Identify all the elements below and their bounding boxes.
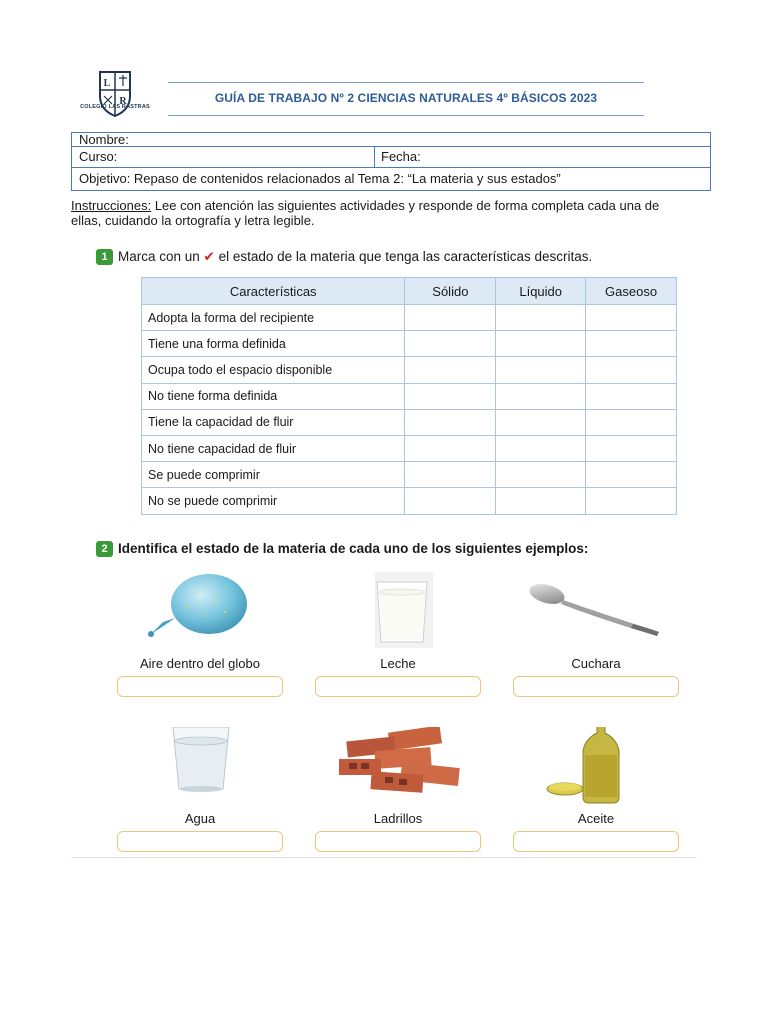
objetivo-row <box>72 168 710 191</box>
characteristic-cell: Tiene la capacidad de fluir <box>142 409 405 435</box>
balloon-icon <box>117 572 283 652</box>
gaseoso-check-cell[interactable] <box>586 435 677 461</box>
title-rule-top <box>168 82 644 83</box>
gaseoso-check-cell[interactable] <box>586 357 677 383</box>
table-row <box>142 488 677 514</box>
gaseoso-check-cell[interactable] <box>586 488 677 514</box>
example-water <box>117 727 283 852</box>
example-balloon <box>117 572 283 697</box>
liquido-check-cell[interactable] <box>496 462 586 488</box>
nombre-row[interactable] <box>72 133 710 147</box>
table-row <box>142 331 677 357</box>
example-bricks <box>315 727 481 852</box>
example-spoon <box>513 572 679 697</box>
objetivo-text: Objetivo: Repaso de contenidos relacionados al Tema 2: “La materia y sus estados” <box>79 171 561 186</box>
solido-check-cell[interactable] <box>405 488 496 514</box>
table-row <box>142 462 677 488</box>
solido-check-cell[interactable] <box>405 383 496 409</box>
shield-icon <box>78 66 152 124</box>
document-title: GUÍA DE TRABAJO Nº 2 CIENCIAS NATURALES 4º BÁSICOS 2023 <box>214 91 598 105</box>
characteristic-cell: Se puede comprimir <box>142 462 405 488</box>
example-label: Leche <box>380 656 416 671</box>
solido-check-cell[interactable] <box>405 357 496 383</box>
answer-field-spoon[interactable] <box>513 676 679 697</box>
student-info-box <box>71 132 711 191</box>
question-2-number: 2 <box>96 541 113 557</box>
header-caracteristicas: Características <box>142 278 405 305</box>
water-glass-icon <box>117 727 283 807</box>
solido-check-cell[interactable] <box>405 305 496 331</box>
characteristic-cell: Ocupa todo el espacio disponible <box>142 357 405 383</box>
spoon-icon <box>513 572 679 652</box>
answer-field-bricks[interactable] <box>315 831 481 852</box>
example-milk <box>315 572 481 697</box>
header-solido: Sólido <box>405 278 496 305</box>
school-logo <box>78 66 152 124</box>
characteristic-cell: Tiene una forma definida <box>142 331 405 357</box>
table-row <box>142 357 677 383</box>
curso-label: Curso: <box>79 149 118 164</box>
answer-field-oil[interactable] <box>513 831 679 852</box>
fecha-label: Fecha: <box>381 149 421 164</box>
liquido-check-cell[interactable] <box>496 331 586 357</box>
answer-field-water[interactable] <box>117 831 283 852</box>
gaseoso-check-cell[interactable] <box>586 462 677 488</box>
liquido-check-cell[interactable] <box>496 488 586 514</box>
curso-fecha-row[interactable] <box>72 147 710 168</box>
example-label: Cuchara <box>571 656 621 671</box>
instructions-label: Instrucciones: <box>71 198 152 213</box>
question-1 <box>96 249 592 265</box>
solido-check-cell[interactable] <box>405 462 496 488</box>
solido-check-cell[interactable] <box>405 331 496 357</box>
example-oil <box>513 727 679 852</box>
table-row <box>142 435 677 461</box>
check-mark-icon: ✔ <box>203 249 215 264</box>
answer-field-milk[interactable] <box>315 676 481 697</box>
example-label: Aceite <box>577 811 615 826</box>
liquido-check-cell[interactable] <box>496 305 586 331</box>
table-row <box>142 409 677 435</box>
gaseoso-check-cell[interactable] <box>586 383 677 409</box>
bricks-icon <box>315 727 481 807</box>
gaseoso-check-cell[interactable] <box>586 409 677 435</box>
question-1-text-before: Marca con un <box>118 249 204 264</box>
question-2 <box>96 541 588 557</box>
oil-bottle-icon <box>513 727 679 807</box>
svg-text:R: R <box>119 96 127 107</box>
milk-glass-icon <box>315 572 481 652</box>
solido-check-cell[interactable] <box>405 435 496 461</box>
liquido-check-cell[interactable] <box>496 435 586 461</box>
table-header-row <box>142 278 677 305</box>
table-row <box>142 383 677 409</box>
characteristic-cell: No tiene forma definida <box>142 383 405 409</box>
question-1-text-after: el estado de la materia que tenga las características descritas. <box>214 249 593 264</box>
characteristic-cell: Adopta la forma del recipiente <box>142 305 405 331</box>
example-label: Ladrillos <box>373 811 423 826</box>
info-divider <box>374 147 375 167</box>
header-gaseoso: Gaseoso <box>586 278 677 305</box>
bottom-rule <box>71 857 697 858</box>
liquido-check-cell[interactable] <box>496 357 586 383</box>
liquido-check-cell[interactable] <box>496 409 586 435</box>
solido-check-cell[interactable] <box>405 409 496 435</box>
example-label: Agua <box>184 811 216 826</box>
instructions-text: Lee con atención las siguientes actividades y responde de forma completa cada una de ellas, cuidando la ortografía y letra legible. <box>71 198 660 228</box>
characteristic-cell: No tiene capacidad de fluir <box>142 435 405 461</box>
nombre-label: Nombre: <box>79 132 129 147</box>
svg-text:L: L <box>103 78 111 89</box>
title-rule-bottom <box>168 115 644 116</box>
table-row <box>142 305 677 331</box>
instructions <box>71 198 691 228</box>
gaseoso-check-cell[interactable] <box>586 331 677 357</box>
question-2-text: Identifica el estado de la materia de cada uno de los siguientes ejemplos: <box>118 541 589 556</box>
example-label: Aire dentro del globo <box>140 656 260 671</box>
school-name: COLEGIO LAS RASTRAS <box>80 104 150 110</box>
question-1-number: 1 <box>96 249 113 265</box>
header-liquido: Líquido <box>496 278 586 305</box>
gaseoso-check-cell[interactable] <box>586 305 677 331</box>
liquido-check-cell[interactable] <box>496 383 586 409</box>
answer-field-balloon[interactable] <box>117 676 283 697</box>
characteristics-table <box>141 277 677 515</box>
characteristic-cell: No se puede comprimir <box>142 488 405 514</box>
